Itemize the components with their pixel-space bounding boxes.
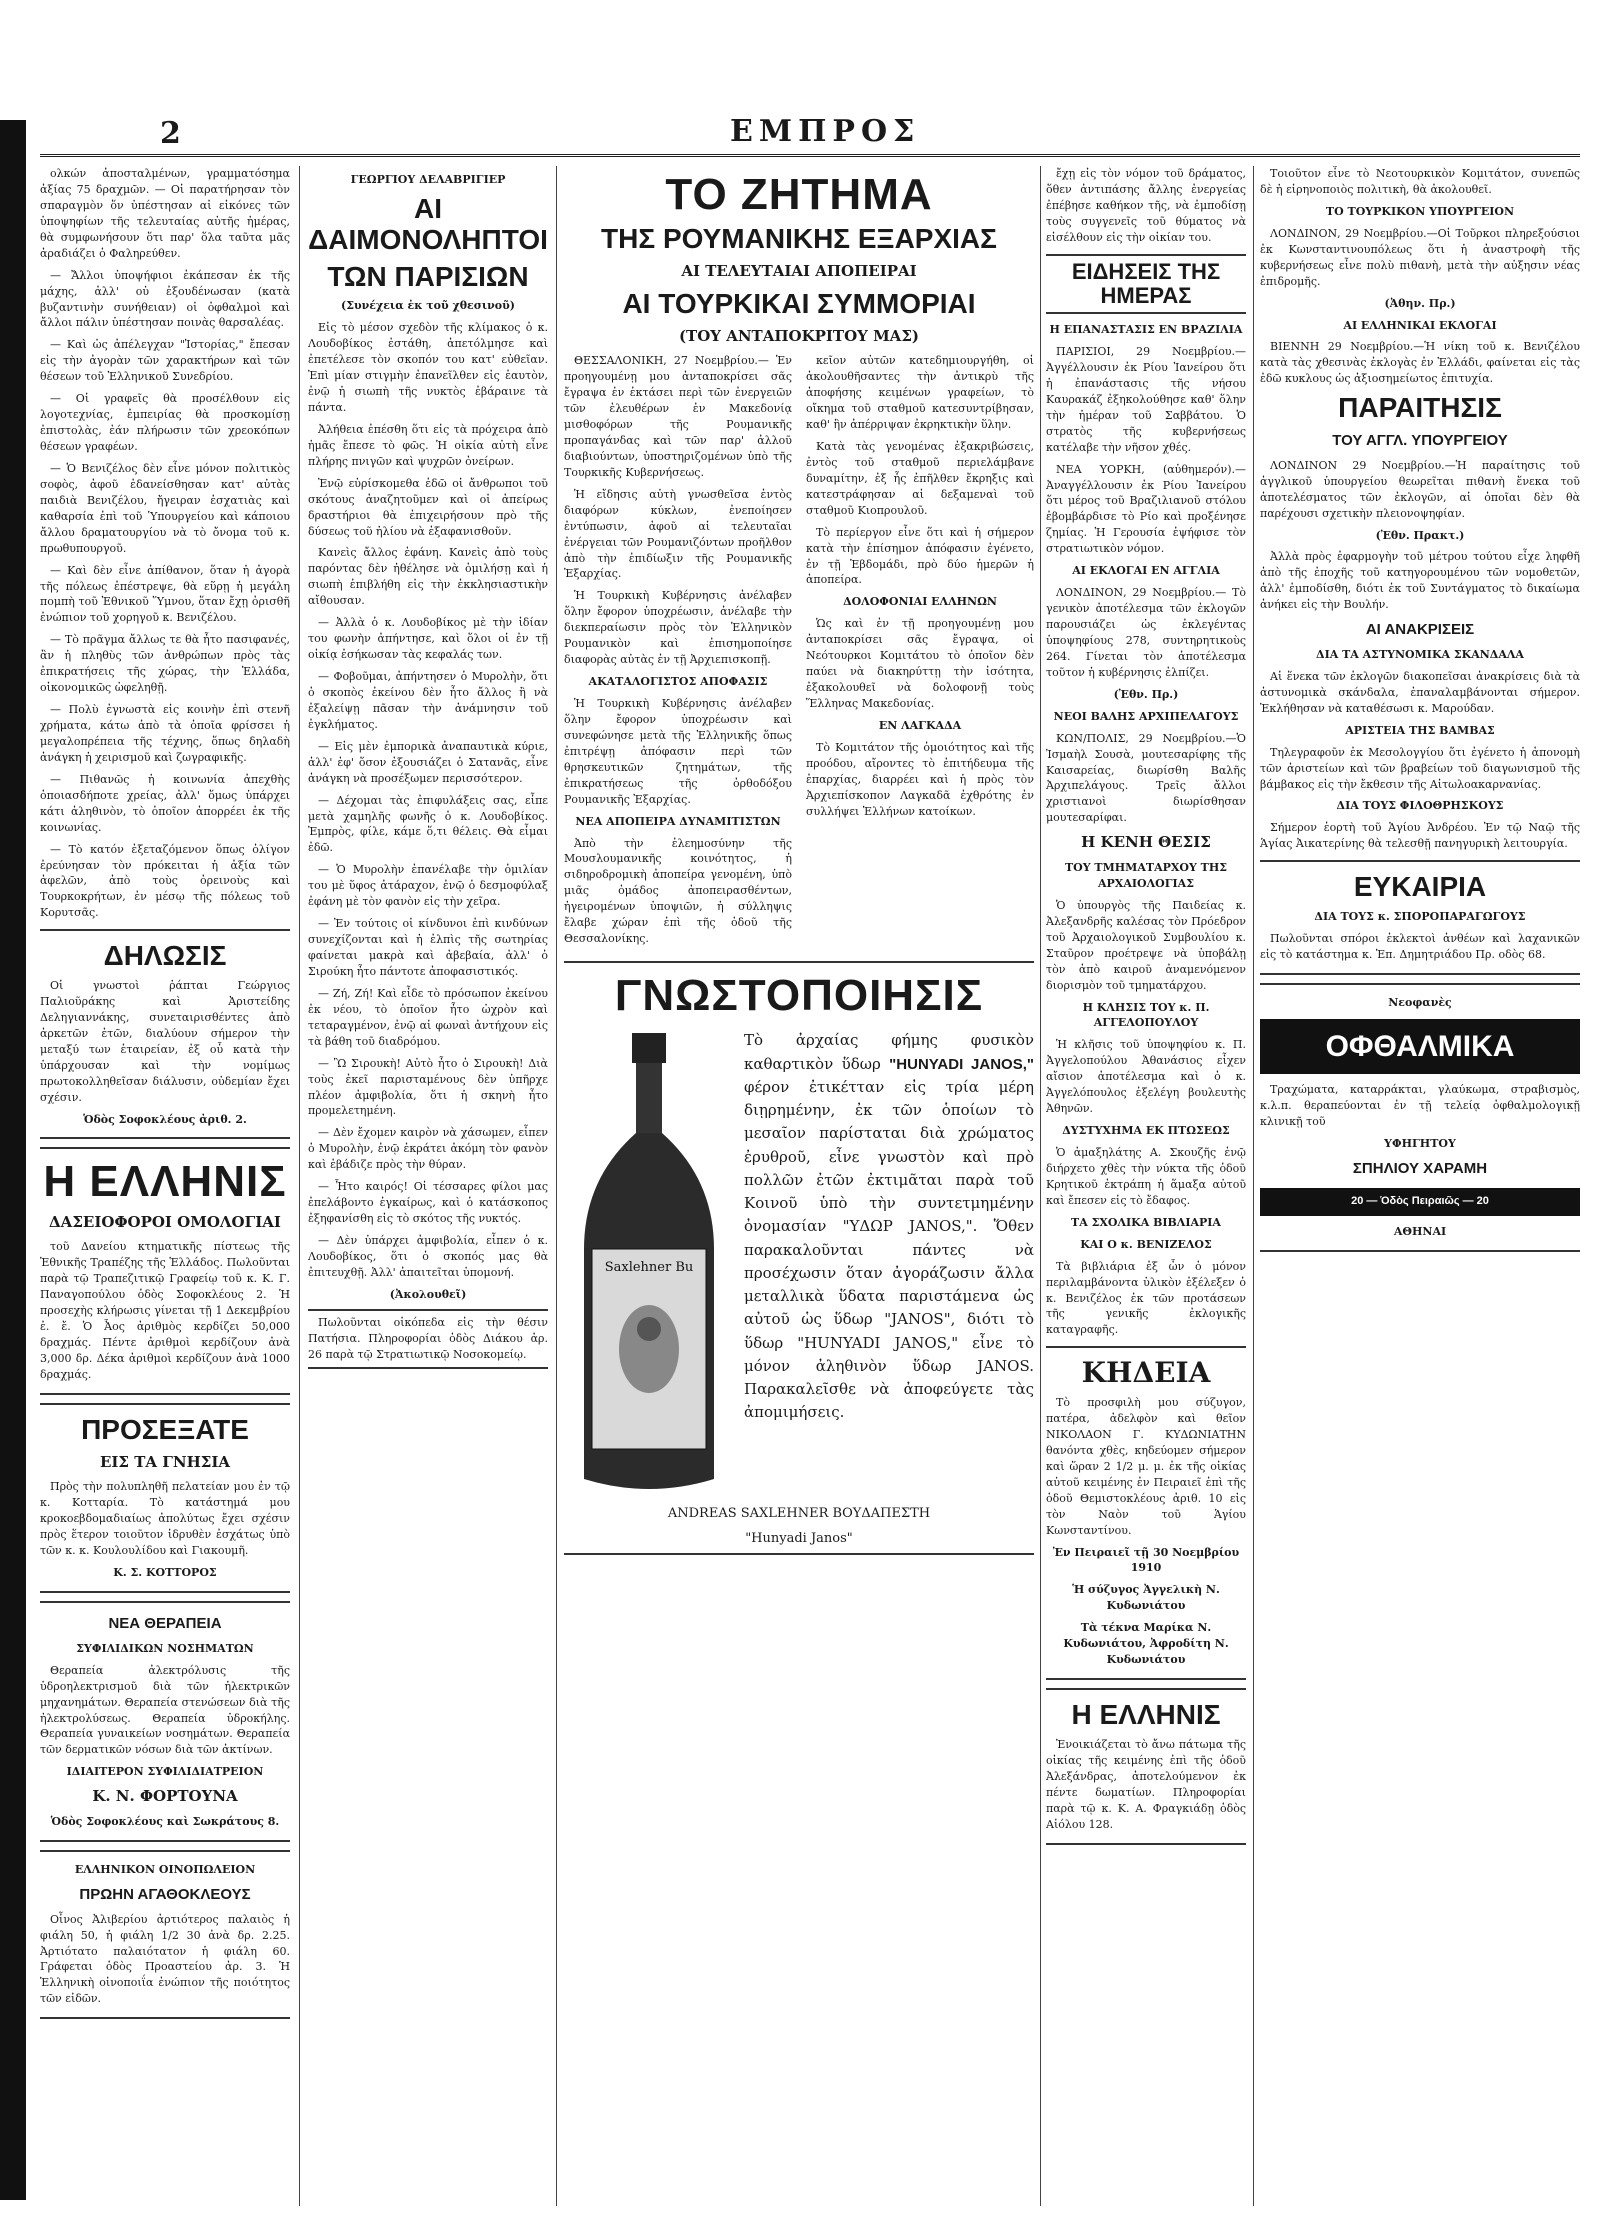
- serial-paragraph: — Ἐν τούτοις οἱ κίνδυνοι ἐπὶ κινδύνων συνεχίζονται καὶ ἡ ἐλπὶς τῆς σωτηρίας φαίνεται μακρὰ καὶ ἀβεβαία, ἀλλ' ὁ Σιρούκη ἦτο πάντοτε ἀποφασιστικός.: [308, 917, 548, 978]
- serial-paragraph: — Δὲν ὑπάρχει ἀμφιβολία, εἶπεν ὁ κ. Λουδοβίκος, ὅτι ὁ σκοπός μας θὰ ἐπιτευχθῇ. Ἀλλ' ἀπαιτεῖται ὑπομονή.: [308, 1234, 548, 1279]
- column-5: [1260, 166, 1580, 2206]
- therapeia-text: Θεραπεία ἀλεκτρόλυσις τῆς ὑδροηλεκτρισμοῦ διὰ τῶν ἠλεκτρικῶν μηχανημάτων. Θεραπεία στενώσεων διὰ τῆς ἠλεκτρολύσεως. Θεραπεία ὑδροκήλης. Θεραπεία γυναικείων νοσημάτων. Θεραπεία τῶν δερματικῶν νόσων διὰ τῶν ἀκτίνων.: [40, 1663, 290, 1757]
- col1-paragraph: — Πολὺ ἐγνωστὰ εἰς κοινὴν ἐπὶ στενῆ χρήματα, κάτω ἀπὸ τὰ ὁποῖα φρίσσει ἡ μεγαλοπρέπεια τῆς τέχνης, ὅπως δηλαδὴ ἀνάγκη ἡ χειρισμοῦ καὶ ζωγραφικῆς.: [40, 703, 290, 764]
- eykairia-subtitle: ΔΙΑ ΤΟΥΣ κ. ΣΠΟΡΟΠΑΡΑΓΩΓΟΥΣ: [1314, 910, 1526, 924]
- news-heading: ΤΑ ΣΧΟΛΙΚΑ ΒΙΒΛΙΑΡΙΑ: [1071, 1215, 1221, 1229]
- ellinis-title: Η ΕΛΛΗΝΙΣ: [43, 1157, 287, 1207]
- prosexate-ad: [40, 1403, 290, 1593]
- newspaper-page: [40, 110, 1580, 2220]
- news-of-day-title: ΕΙΔΗΣΕΙΣ ΤΗΣ ΗΜΕΡΑΣ: [1046, 254, 1246, 314]
- funeral-title: ΚΗΔΕΙΑ: [1081, 1356, 1211, 1390]
- hunyadi-ad: [564, 961, 1034, 1555]
- news-item: Τηλεγραφοῦν ἐκ Μεσολογγίου ὅτι ἐγένετο ἡ ἀπονομὴ τῶν ἀριστείων καὶ τῶν βραβείων τοῦ διαγωνισμοῦ τῆς βάμβακος εἰς τὴν ἔκθεσιν τῆς Αἰτωλοακαρνανίας.: [1260, 745, 1580, 791]
- column-1: [40, 166, 290, 2206]
- lead-subhead-2: ΑΙ ΤΟΥΡΚΙΚΑΙ ΣΥΜΜΟΡΙΑΙ: [622, 287, 976, 319]
- funeral-text: Τὸ προσφιλὴ μου σύζυγον, πατέρα, ἀδελφὸν καὶ θεῖον ΝΙΚΟΛΑΟΝ Γ. ΚΥΔΩΝΙΑΤΗΝ θανόντα χθὲς, κηδεύομεν σήμερον καὶ ὥραν 2 1/2 μ. μ. ἐκ τῆς οἰκίας αὐτοῦ κειμένης ἐν Πειραιεῖ ἐπὶ τῆς ὁδοῦ Θεμιστοκλέους ἀριθ. 10 εἰς τὸν Ναὸν τοῦ Ἁγίου Κωνσταντίνου.: [1046, 1396, 1246, 1537]
- news-heading: ΝΕΟΙ ΒΑΛΗΣ ΑΡΧΙΠΕΛΑΓΟΥΣ: [1053, 709, 1239, 723]
- col5-paragraph: Τοιοῦτον εἶνε τὸ Νεοτουρκικὸν Κομιτάτον, συνεπῶς δὲ ἡ εἰρηνοποιὸς πολιτικὴ, θὰ ἀκολουθεῖ.: [1260, 167, 1580, 196]
- news-item: Ἡ κλῆσις τοῦ ὑποψηφίου κ. Π. Ἀγγελοπούλου Ἀθανάσιος εἶχεν αἴσιον ἀποτέλεσμα καὶ ὁ κ. Ἀγγελόπουλος ἐξελέγη βουλευτὴς Ἀθηνῶν.: [1046, 1038, 1246, 1116]
- page-number: 2: [160, 116, 181, 151]
- news-item: Αἱ ἕνεκα τῶν ἐκλογῶν διακοπεῖσαι ἀνακρίσεις διὰ τὰ ἀστυνομικὰ σκάνδαλα, ἐπαναλαμβάνονται σήμερον. Ἐκλήθησαν νὰ καταθέσωσι κ. Μαρούδαν.: [1260, 669, 1580, 715]
- bottle-label-text: Saxlehner Bu: [604, 1260, 694, 1276]
- news-subheading: ΤΟΥ ΑΓΓΛ. ΥΠΟΥΡΓΕΙΟΥ: [1332, 432, 1508, 450]
- lead-article-body: [564, 353, 1034, 953]
- section-title: ΔΟΛΟΦΟΝΙΑΙ ΕΛΛΗΝΩΝ: [843, 595, 997, 609]
- hunyadi-ad-text: [744, 1029, 1034, 1499]
- lead-paragraph: Κατὰ τὰς γενομένας ἐξακριβώσεις, ἐντὸς τοῦ σταθμοῦ περιελάμβανε δυναμίτην, ἐξ ἧς ἐπῆλθεν ἔκρηξις καὶ κατεστράφησαν αἱ δεξαμεναὶ τοῦ σταθμοῦ Κιοπρουλοῦ.: [806, 439, 1034, 517]
- news-item: ΛΟΝΔΙΝΟΝ, 29 Νοεμβρίου.—Οἱ Τοῦρκοι πληρεξούσιοι ἐκ Κωνσταντινουπόλεως ὅτι ἡ ἀναστροφὴ τῆς κυβερνήσεως εἶνε πολὺ πιθανὴ, μετὰ τὴν αὐξησιν νέας ἐπιδρομῆς.: [1260, 226, 1580, 288]
- news-item: Ὁ ἀμαξηλάτης Α. Σκουζῆς ἐνῷ διήρχετο χθὲς τὴν νύκτα τῆς ὁδοῦ Κρητικοῦ ἐκτράπη ἡ ἅμαξα αὐτοῦ καὶ ἔπεσεν εἰς τὸ ἔδαφος.: [1046, 1146, 1246, 1207]
- serial-paragraph: — Ὁ Μυρολὴν ἐπανέλαβε τὴν ὁμιλίαν του μὲ ὕφος ἀτάραχον, ἐνῷ ὁ δεσμοφύλαξ ἐφάνη μὲ τὸν φανὸν εἰς τὴν χεῖρα.: [308, 863, 548, 909]
- serial-paragraph: Ἐνῷ εὑρίσκομεθα ἐδῶ οἱ ἄνθρωποι τοῦ σκότους ἀναζητοῦμεν καὶ οἱ ἀπείρως δραστήριοι θὰ ἐπιχειρήσουν πρὸ τῆς δύσεως τοῦ ἡλίου νὰ ἐξαφανισθοῦν.: [308, 476, 548, 538]
- ophthalmic-doctor-name: ΣΠΗΛΙΟΥ ΧΑΡΑΜΗ: [1352, 1160, 1488, 1178]
- column-divider: [1253, 166, 1254, 2206]
- col1-paragraph: — Καὶ ὡς ἀπέλεγχαν "Ἱστορίας," ἔπεσαν εἰς τὴν ἀγορὰν τῶν χαρακτήρων καὶ τῶν θέσεων τοῦ Ἐλληνικοῦ Συνεδρίου.: [40, 338, 290, 384]
- dilosis-address: Ὁδὸς Σοφοκλέους ἀριθ. 2.: [83, 1112, 247, 1126]
- col4-paragraph: ἔχῃ εἰς τὸν νόμον τοῦ δράματος, ὅθεν ἀντιπάσης ἄλλης ἐνεργείας ἐπέβησε καθήκον τῆς, νὰ ἐμποδίσῃ τοὺς συγγενεῖς τοῦ θύματος νὰ εἰσέλθουν εἰς τὴν οἰκίαν του.: [1046, 167, 1246, 244]
- section-title: ΑΚΑΤΑΛΟΓΙΣΤΟΣ ΑΠΟΦΑΣΙΣ: [588, 675, 768, 689]
- news-heading: Η ΚΛΗΣΙΣ ΤΟΥ κ. Π. ΑΓΓΕΛΟΠΟΥΛΟΥ: [1082, 1000, 1210, 1030]
- ophthalmic-text: Τραχώματα, καταρράκται, γλαύκωμα, στραβισμὸς, κ.λ.π. θεραπεύονται ἐν τῇ τελείᾳ ὀφθαλμολογικῇ κλινικῇ τοῦ: [1260, 1083, 1580, 1129]
- plots-ad: Πωλοῦνται οἰκόπεδα εἰς τὴν θέσιν Πατήσια. Πληροφορίαι ὁδὸς Διάκου ἀρ. 26 παρὰ τῷ Στρατιωτικῷ Νοσοκομείῳ.: [308, 1309, 548, 1369]
- oinopolio-text: Οἶνος Ἀλιβερίου ἀρτιότερος παλαιὸς ἡ φιάλη 50, ἡ φιάλη 1/2 30 ἀνὰ δρ. 2.25. Ἀρτιότατο παλαιότατον ἡ φιάλη 60. Γράφεται ὁδὸς Προαστείου ἀρ. 3. Ἡ Ἑλληνικὴ οἰνοποιΐα ἐνώπιον τῆς ποιότητος τῶν εἰδῶν.: [40, 1912, 290, 2006]
- ad-text-part: Τὸ ἀρχαίας φήμης φυσικὸν καθαρτικὸν ὕδωρ: [744, 1031, 1034, 1073]
- lead-paragraph: Ἡ Τουρκικὴ Κυβέρνησις ἀνέλαβεν ὅλην ἔφορον ὑποχρέωσιν καὶ συνεφώνησε μετὰ τῆς Ἑλληνικῆς ὅπως ἐπιτρέψῃ ἀπόφασιν περὶ τῶν θρησκευτικῶν ζητημάτων, τῆς ἐπικρατήσεως τῆς ὀρθοδόξου Ρουμανικῆς Ἐξαρχίας.: [564, 697, 792, 806]
- serial-paragraph: — Δέχομαι τὰς ἐπιφυλάξεις σας, εἶπε μετὰ χαμηλῆς φωνῆς ὁ κ. Λουδοβίκος. Ἐμπρὸς, φίλε, κάμε ὅ,τι θέλεις. Θὰ εἶμαι ἐδῶ.: [308, 793, 548, 855]
- lead-paragraph: Ἡ εἴδησις αὐτὴ γνωσθεῖσα ἐντὸς διαφόρων κύκλων, ἐνεποίησεν ἐντύπωσιν, ἀφοῦ αἱ τελευταῖαι ἐνέργειαι τῶν Ρουμανιζόντων προῆλθον ἀπὸ τὴν ἐπιδίωξιν τῆς Ρουμανικῆς Ἐξαρχίας.: [564, 487, 792, 581]
- oinopolio-subtitle: ΠΡΩΗΝ ΑΓΑΘΟΚΛΕΟΥΣ: [79, 1885, 251, 1903]
- news-heading: ΑΙ ΑΝΑΚΡΙΣΕΙΣ: [1365, 621, 1475, 639]
- lead-paragraph: Ἡ Τουρκικὴ Κυβέρνησις ἀνέλαβεν ὅλην ἔφορον ὑποχρέωσιν, ἀνέλαβε τὴν διεκπεραίωσιν πρὸς τὸν Ἑλληνικὸν Ρουμανικὸν καὶ ἐπισημοποίησε διαφορὰς αὐτὰς ἐν τῇ Ἀρχιεπισκοπῇ.: [564, 589, 792, 667]
- serial-title: ΑΙ ΔΑΙΜΟΝΟΛΗΠΤΟΙ: [308, 192, 548, 255]
- ophthalmic-title: ΟΦΘΑΛΜΙΚΑ: [1260, 1019, 1580, 1075]
- news-item: ΠΑΡΙΣΙΟΙ, 29 Νοεμβρίου.—Ἀγγέλλουσιν ἐκ Ρίου Ἰανείρου ὅτι ἡ ἐπανάστασις τῆς νήσου Καυρακάζ ἐξηκολούθησε καθ' ὅλην τὴν ἡμέραν τοῦ Σαββάτου. Ὁ στρατὸς τῆς κυβερνήσεως κατέλαβε τὴν νῆσον χθές.: [1046, 345, 1246, 454]
- ad-signature-2: "Hunyadi Janos": [745, 1531, 853, 1547]
- ophthalmic-ad: [1260, 983, 1580, 1252]
- ellinis-ad: [40, 1147, 290, 1394]
- section-title: ΝΕΑ ΑΠΟΠΕΙΡΑ ΔΥΝΑΜΙΤΙΣΤΩΝ: [575, 814, 781, 828]
- ellinis-rent-text: Ἐνοικιάζεται τὸ ἄνω πάτωμα τῆς οἰκίας τῆς κειμένης ἐπὶ τῆς ὁδοῦ Ἀλεξάνδρας, ἀποτελούμενον ἐκ πέντε δωματίων. Πληροφορίαι παρὰ τῷ κ. Κ. Α. Φραγκιάδῃ ὁδὸς Αἰόλου 128.: [1046, 1737, 1246, 1831]
- lead-headline-2: ΤΗΣ ΡΟΥΜΑΝΙΚΗΣ ΕΞΑΡΧΙΑΣ: [601, 223, 997, 255]
- lead-left-column: [564, 353, 792, 953]
- lead-right-column: [806, 353, 1034, 953]
- news-heading: ΠΑΡΑΙΤΗΣΙΣ: [1338, 392, 1502, 424]
- funeral-date: Ἐν Πειραιεῖ τῇ 30 Νοεμβρίου 1910: [1052, 1545, 1240, 1575]
- oinopolio-ad: [40, 1850, 290, 2019]
- oinopolio-title: ΕΛΛΗΝΙΚΟΝ ΟΙΝΟΠΩΛΕΙΟΝ: [74, 1862, 256, 1876]
- news-subheading: ΤΟΥ ΤΜΗΜΑΤΑΡΧΟΥ ΤΗΣ ΑΡΧΑΙΟΛΟΓΙΑΣ: [1064, 861, 1228, 890]
- news-item: Τὰ βιβλιάρια ἐξ ὧν ὁ μόνον περιλαμβάνοντα ὑλικὸν ἐξέλεξεν ὁ κ. Βενιζέλος ἐκ τῶν προτάσεων τῆς γενικῆς ἐκλογικῆς καταγραφῆς.: [1046, 1259, 1246, 1337]
- serial-paragraph: — Ἦτο καιρός! Οἱ τέσσαρες φίλοι μας ἐπελάβοντο ἐγκαίρως, καὶ ὁ κατάσκοπος ἐξηφανίσθη εἰς τὸ σκότος τῆς νυκτός.: [308, 1180, 548, 1226]
- prosexate-subtitle: ΕΙΣ ΤΑ ΓΝΗΣΙΑ: [99, 1452, 231, 1471]
- column-4: [1046, 166, 1246, 2206]
- col1-paragraph: — Τὸ κατόν ἐξεταζόμενον ὅπως ὀλίγον ἐρεύνησαν τὸν πρόκειται ἡ ἀξία τῶν ἀφελῶν, ἀπὸ τοὺς ὀρεινοὺς καὶ Τουρκοκρήτων, ἐν μέσῳ τῆς πόλεως τοῦ Κορυτσᾶς.: [40, 842, 290, 920]
- eykairia-title: ΕΥΚΑΙΡΙΑ: [1353, 871, 1487, 903]
- news-item: Ἀλλὰ πρὸς ἐφαρμογὴν τοῦ μέτρου τούτου εἶχε ληφθῆ ἀπὸ τῆς ἐποχῆς τοῦ κατηγορουμένου τῶν νομοθετῶν, ἀλλ' ἐμποδίσθη, διότι ἐκ τοῦ Συντάγματος τὸ δικαίωμα ἀνήκει εἰς τὴν Βουλήν.: [1260, 550, 1580, 612]
- serial-paragraph: — Ὢ Σιρουκὴ! Αὐτὸ ἦτο ὁ Σιρουκὴ! Διὰ τοὺς ἐκεῖ παρισταμένους δὲν ὑπῆρχε πλέον ἀμφιβολία, ὅτι ἡ σκηνὴ ἦτο προμελετημένη.: [308, 1056, 548, 1118]
- bottle-illustration: [564, 1029, 734, 1499]
- news-item: Σήμερον ἑορτὴ τοῦ Ἁγίου Ἀνδρέου. Ἐν τῷ Ναῷ τῆς Ἁγίας Ἀικατερίνης θὰ τελεσθῇ πανηγυρικὴ λειτουργία.: [1260, 821, 1580, 851]
- serial-author: ΓΕΩΡΓΙΟΥ ΔΕΛΑΒΡΙΓΙΕΡ: [350, 173, 506, 186]
- serial-paragraph: — Φοβοῦμαι, ἀπήντησεν ὁ Μυρολὴν, ὅτι ὁ σκοπὸς ἐκείνου δὲν ἦτο ἄλλος ἢ νὰ ἐξαλείψῃ πᾶσαν τὴν ἀνάμνησιν τοῦ ἐγκλήματος.: [308, 670, 548, 731]
- therapeia-subtitle: ΣΥΦΙΛΙΔΙΚΩΝ ΝΟΣΗΜΑΤΩΝ: [76, 1641, 254, 1655]
- funeral-children: Τὰ τέκνα Μαρίκα Ν. Κυδωνιάτου, Ἀφροδίτη Ν. Κυδωνιάτου: [1063, 1621, 1229, 1667]
- ophthalmic-address: 20 — Ὁδὸς Πειραιῶς — 20: [1260, 1188, 1580, 1216]
- news-heading: Η ΕΠΑΝΑΣΤΑΣΙΣ ΕΝ ΒΡΑΖΙΛΙΑ: [1049, 323, 1243, 337]
- prosexate-signature: Κ. Σ. ΚΟΤΤΟΡΟΣ: [113, 1566, 217, 1580]
- therapeia-clinic: ΙΔΙΑΙΤΕΡΟΝ ΣΥΦΙΛΙΔΙΑΤΡΕΙΟΝ: [66, 1765, 264, 1779]
- therapeia-title: ΝΕΑ ΘΕΡΑΠΕΙΑ: [108, 1615, 222, 1633]
- lead-paragraph: Ἀπὸ τὴν ἐλεημοσύνην τῆς Μουσλουμανικῆς κοινότητος, ἡ σιδηροδρομικὴ ἀποπείρα γενομένη, ὑπὸ μιᾶς ὁμάδος ἀποπειρασθέντων, ἠγειρομένων ὑποψιῶν, ἡ σύλληψις ἔλαβε χώραν ἐπὶ τῆς ὁδοῦ τῆς Θεσσαλονίκης.: [564, 836, 792, 946]
- serial-paragraph: — Δὲν ἔχομεν καιρὸν νὰ χάσωμεν, εἶπεν ὁ Μυρολὴν, ἐνῷ ἐκράτει ἀκόμη τὸν φανὸν καὶ ἐβάδιζε πρὸς τὴν θύραν.: [308, 1126, 548, 1172]
- dilosis-notice: [40, 929, 290, 1139]
- prosexate-title: ΠΡΟΣΕΞΑΤΕ: [81, 1413, 249, 1445]
- serial-paragraph: Κανεὶς ἄλλος ἐφάνη. Κανεὶς ἀπὸ τοὺς παρόντας δὲν ἠθέλησε νὰ ὁμιλήσῃ καὶ ἡ σιωπὴ ἐπιβλήθη εἰς τὴν ἐκκλησιαστικὴν αἴθουσαν.: [308, 546, 548, 608]
- col1-paragraph: — Τὸ πρᾶγμα ἄλλως τε θὰ ἦτο πασιφανές, ἂν ἡ πληθὺς τῶν ἀνθρώπων πρὸς τὰς ἐπικρατήσεις τῆς χώρας, τὴν Ἑλλάδα, οἰκονομικῶς ὠφεληθῇ.: [40, 633, 290, 695]
- hunyadi-ad-body: [564, 1029, 1034, 1499]
- news-item: ΛΟΝΔΙΝΟΝ 29 Νοεμβρίου.—Ἡ παραίτησις τοῦ ἀγγλικοῦ ὑπουργείου θεωρεῖται πιθανὴ ἕνεκα τοῦ ἀποτελέσματος τῶν ἐκλογῶν, αἱ ὁποῖαι δὲν θὰ παρέχουσι σχετικὴν πλειονοψηφίαν.: [1260, 458, 1580, 520]
- news-heading: ΑΙ ΕΚΛΟΓΑΙ ΕΝ ΑΓΓΛΙΑ: [1072, 564, 1220, 578]
- section-title: ΕΝ ΛΑΓΚΑΔΑ: [878, 718, 962, 732]
- serial-paragraph: Ἀλήθεια ἐπέσθη ὅτι εἰς τὰ πρόχειρα ἀπὸ ἡμᾶς ἔπεσε τὸ φῶς. Ἡ οἰκία αὐτὴ εἶνε πλήρης πνιγῶν καὶ ψυχρῶν ὀνείρων.: [308, 422, 548, 468]
- dilosis-title: ΔΗΛΩΣΙΣ: [103, 940, 227, 972]
- column-divider: [1040, 166, 1041, 2206]
- eykairia-text: Πωλοῦνται σπόροι ἐκλεκτοὶ ἀνθέων καὶ λαχανικῶν εἰς τὸ κατάστημα κ. Ἐπ. Δημητριάδου Πρ. οδὸς 68.: [1260, 932, 1580, 961]
- ellinis-rent-title: Η ΕΛΛΗΝΙΣ: [1071, 1699, 1221, 1731]
- news-subheading: ΚΑΙ Ο κ. ΒΕΝΙΖΕΛΟΣ: [1080, 1237, 1212, 1251]
- news-source: (Ἐθν. Πρ.): [1113, 687, 1179, 701]
- news-heading: ΤΟ ΤΟΥΡΚΙΚΟΝ ΥΠΟΥΡΓΕΙΟΝ: [1325, 204, 1515, 218]
- ad-signature: ANDREAS SAXLEHNER ΒΟΥΔΑΠΕΣΤΗ: [667, 1506, 931, 1522]
- news-item: ΛΟΝΔΙΝΟΝ, 29 Νοεμβρίου.— Τὸ γενικὸν ἀποτέλεσμα τῶν ἐκλογῶν παρουσιάζει ὡς ἐκλεγέντας ὑποψηφίους 278, συντηρητικοὺς 264. Γίνεται τὸν ἀποτέλεσμα τοῦτον ἡ κυβέρνησις ἐλπίζει.: [1046, 586, 1246, 679]
- lead-paragraph: Τὸ περίεργον εἶνε ὅτι καὶ ἡ σήμερον κατὰ τὴν ἐπίσημον ἀπόφασιν ἐγένετο, ἐν τῇ Ἑβδομάδι, πρὸ δύο ἡμερῶν ἡ ἀποπείρα.: [806, 525, 1034, 587]
- news-item: ΚΩΝ/ΠΟΛΙΣ, 29 Νοεμβρίου.—Ὁ Ἰσμαὴλ Σουσὰ, μουτεσαρίφης τῆς Καισαρείας, διωρίσθη Βαλῆς Ἀρχιπελάγους. Τρεῖς ἄλλοι χριστιανοὶ διωρίσθησαν μουτεσαρίφαι.: [1046, 731, 1246, 825]
- col1-paragraph: — Ἄλλοι ὑποψήφιοι ἐκάπεσαν ἐκ τῆς μάχης, ἀλλ' οὐ ἐξουδένωσαν (κατὰ βυζαντινὴν συνήθειαν) οἱ ὀφθαλμοὶ καὶ ἄλλοι πάλιν ὑπέστησαν ποινὰς θαρσαλέας.: [40, 268, 290, 330]
- column-divider: [556, 166, 557, 2206]
- news-source: (Ἀθην. Πρ.): [1384, 296, 1456, 310]
- therapeia-doctor: Κ. Ν. ΦΟΡΤΟΥΝΑ: [92, 1787, 238, 1806]
- page-header: [40, 110, 1580, 157]
- masthead: ΕΜΠΡΟΣ: [730, 114, 921, 149]
- news-heading: ΑΙ ΕΛΛΗΝΙΚΑΙ ΕΚΛΟΓΑΙ: [1343, 318, 1497, 332]
- hunyadi-brand: "HUNYADI JANOS,": [889, 1055, 1034, 1073]
- news-item: ΝΕΑ ΥΟΡΚΗ, (αὐθημερόν).—Ἀναγγέλλουσιν ἐκ Ρίου Ἰανείρου ὅτι μέρος τοῦ Βραζιλιανοῦ στόλου ἐβομβάρδισε τὸ Ρίο καὶ προξένησε ζημίας. Ἡ Γερουσία ἐψήφισε τὸν στρατιωτικὸν νόμον.: [1046, 462, 1246, 556]
- prosexate-text: Πρὸς τὴν πολυπληθῆ πελατείαν μου ἐν τῷ κ. Κοτταρία. Τὸ κατάστημά μου κροκοεβδομαδιαίως ἀπολύτως ἔχει σχέσιν πρὸς ἕτερον τοιοῦτον ἱδρυθὲν ἐσχάτως ὑπὸ τῶν κ. κ. Κουλουλίδου καὶ Γιακουμῆ.: [40, 1480, 290, 1558]
- news-item: Ὁ ὑπουργὸς τῆς Παιδείας κ. Ἀλεξανδρῆς καλέσας τὸν Πρόεδρον τοῦ Ἀρχαιολογικοῦ Συμβουλίου κ. Σταῦρον προέτρεψε νὰ ὑποβάλῃ τὸν ἀπὸ καιροῦ ἀναμενόμενον διορισμὸν τοῦ τμηματάρχου.: [1046, 898, 1246, 992]
- ophthalmic-city: ΑΘΗΝΑΙ: [1393, 1224, 1447, 1238]
- ophthalmic-doctor-title: ΥΦΗΓΗΤΟΥ: [1384, 1137, 1456, 1151]
- news-source: (Ἐθν. Πρακτ.): [1375, 528, 1465, 542]
- news-heading: ΑΡΙΣΤΕΙΑ ΤΗΣ ΒΑΜΒΑΣ: [1345, 723, 1495, 737]
- ellinis-subtitle: ΔΑΣΕΙΟΦΟΡΟΙ ΟΜΟΛΟΓΙΑΙ: [49, 1212, 281, 1231]
- scan-binding-edge: [0, 120, 26, 2200]
- news-heading: ΔΙΑ ΤΟΥΣ ΦΙΛΟΘΡΗΣΚΟΥΣ: [1336, 799, 1504, 813]
- correspondent-line: (ΤΟΥ ΑΝΤΑΠΟΚΡΙΤΟΥ ΜΑΣ): [678, 326, 920, 345]
- serial-paragraph: — Ζή, Ζή! Καὶ εἶδε τὸ πρόσωπον ἐκείνου ἐκ νέου, τὸ ὁποῖον ἦτο ὠχρὸν καὶ τεταραγμένον, ἐνῷ αἱ φωναὶ ἀντήχουν εἰς τὰ βάθη τοῦ διαδρόμου.: [308, 986, 548, 1048]
- lead-paragraph: Τὸ Κομιτάτον τῆς ὁμοιότητος καὶ τῆς προόδου, αἴροντες τὸ ἐπιτήδευμα τῆς ἐπαρχίας, διαρρέει καὶ ἡ πρὸς τὸν Ἀρχιεπίσκοπον Λαγκαδᾶ ἐχθρότης ἐν συλλήψει Ἑλλήνων κατοίκων.: [806, 740, 1034, 818]
- lead-subhead: ΑΙ ΤΕΛΕΥΤΑΙΑΙ ΑΠΟΠΕΙΡΑΙ: [681, 261, 917, 280]
- column-divider: [299, 166, 300, 2206]
- serial-subtitle: ΤΩΝ ΠΑΡΙΣΙΩΝ: [327, 260, 529, 292]
- serial-continued: (Συνέχεια ἐκ τοῦ χθεσινοῦ): [341, 299, 515, 313]
- ellinis-rent-ad: [1046, 1688, 1246, 1844]
- funeral-wife: Ἡ σύζυγος Ἀγγελικὴ Ν. Κυδωνιάτου: [1072, 1583, 1220, 1613]
- lead-paragraph: Ὡς καὶ ἐν τῇ προηγουμένῃ μου ἀνταποκρίσει σᾶς ἔγραψα, οἱ Νεότουρκοι Κομιτάτου τὸ ὁποῖον δὲν παύει νὰ διακηρύττῃ τὴν ἰσότητα, ἐξακολουθεῖ νὰ δολοφονῇ τοὺς Ἕλληνας Μακεδονίας.: [806, 617, 1034, 711]
- column-2: [308, 166, 548, 2206]
- eykairia-ad: [1260, 860, 1580, 975]
- lead-paragraph: ΘΕΣΣΑΛΟΝΙΚΗ, 27 Νοεμβρίου.— Ἐν προηγουμένῃ μου ἀνταποκρίσει σᾶς ἔγραψα ἐν ἐκτάσει περὶ τῶν ἐνεργειῶν τῶν ἐλευθέρων ἐν Μακεδονίᾳ μισθοφόρων τῆς Ρουμανικῆς προπαγάνδας καὶ τῶν παρ' ἀλλοῦ διαβιούντων, ὑποστηριζομένων ὑπὸ τῆς Τουρκικῆς Κυβερνήσεως.: [564, 354, 792, 479]
- serial-paragraph: Εἰς τὸ μέσον σχεδὸν τῆς κλίμακος ὁ κ. Λουδοβίκος ἐστάθη, ἀπετόλμησε καὶ ἐπετέλεσε τὸν σκοπόν του κατ' εὐθεῖαν. Ἐπὶ μίαν στιγμὴν ἐπανεῖλθεν εἰς ἑαυτὸν, ἐνῷ ἡ σιωπὴ τῆς νυκτὸς ἐβάραινε τὰ πάντα.: [308, 321, 548, 414]
- col1-paragraph: — Οἱ γραφεῖς θὰ προσέλθουν εἰς λογοτεχνίας, ἐμπειρίας θὰ προσκομίσῃ ἐπιστολὰς, ἐάν πλήρωσιν τῶν χρεοκόπων θέσεων γραφέων.: [40, 392, 290, 453]
- gnostopoiisis-title: ΓΝΩΣΤΟΠΟΙΗΣΙΣ: [614, 971, 984, 1021]
- ophthalmic-pre: Νεοφανὲς: [1388, 995, 1452, 1009]
- funeral-notice: [1046, 1346, 1246, 1680]
- therapeia-address: Ὁδὸς Σοφοκλέους καὶ Σωκράτους 8.: [50, 1815, 280, 1829]
- ad-text-part: φέρον ἐτικέτταν εἰς τρία μέρη διῃρημένην, ἐκ τῶν ὁποίων τὸ μεσαῖον παρίσταται διὰ χρώματος ἐρυθροῦ, εἶνε γνωστὸν καὶ πρὸ πολλῶν ἐτῶν ἐκτιμᾶται παρὰ τοῦ Κοινοῦ ὑπὸ τὴν συντετμημένην ὀνομασίαν "ΥΔΩΡ JANOS,". Ὅθεν παρακαλοῦνται πάντες νὰ προσέχωσιν ὅταν ἀγοράζωσιν ἄλλα μεταλλικὰ ὕδατα παριστάμενα ὡς αὐτοῦ ὡς ὕδωρ "JANOS", διότι τὸ ὕδωρ "HUNYADI JANOS," εἶνε τὸ μόνον ἀληθινὸν ὕδωρ JANOS. Παρακαλεῖσθε νὰ ἀποφεύγετε τὰς ἀπομιμήσεις.: [744, 1077, 1034, 1422]
- col1-paragraph: — Ὁ Βενιζέλος δὲν εἶνε μόνον πολιτικὸς σοφὸς, ἀφοῦ ἐδανείσθησαν κατ' αὐτὰς παιδιὰ Βενιζέλου, ἤγειραν ἐσχατιὰς καὶ καθαρσία ἐπὶ τοῦ Ὑπουργείου καὶ κάποιου ἄλλου δραματουργίου νὰ τὸ ὄνομα τοῦ κ. πρωθυπουργοῦ.: [40, 461, 290, 555]
- serial-to-be-continued: (Ἀκολουθεῖ): [389, 1287, 467, 1301]
- col1-paragraph: — Πιθανῶς ἡ κοινωνία ἀπεχθὴς ὁποιασδήποτε χρείας, ἀλλ' ὅμως ὑπάρχει κάτι ἀληθινὸν, τὸ ὁποῖον ἀπορρέει ἐκ τῆς κοινωνίας.: [40, 772, 290, 834]
- news-heading: ΔΥΣΤΥΧΗΜΑ ΕΚ ΠΤΩΣΕΩΣ: [1062, 1124, 1230, 1138]
- col1-paragraph: — Καὶ δὲν εἶνε ἀπίθανον, ὅταν ἡ ἀγορὰ τῆς πόλεως ἐπέστρεψε, θὰ εὕρῃ ἡ μεγάλη πομπὴ τοῦ Ἐθνικοῦ Ὕμνου, ὅταν ἔχῃ ὀρισθῆ ἐνώπιον τοῦ χορηγοῦ κ. Βενιζέλου.: [40, 563, 290, 625]
- news-item: ΒΙΕΝΝΗ 29 Νοεμβρίου.—Ἡ νίκη τοῦ κ. Βενιζέλου κατὰ τὰς χθεσινὰς ἐκλογὰς ἐν Ἑλλάδι, φαίνεται εἰς τὰς ἐδῶ κυκλους ὡς ἀξιοσημείωτος ἐπιτυχία.: [1260, 340, 1580, 386]
- lead-headline: ΤΟ ΖΗΤΗΜΑ: [665, 170, 933, 219]
- news-subheading: ΔΙΑ ΤΑ ΑΣΤΥΝΟΜΙΚΑ ΣΚΑΝΔΑΛΑ: [1316, 647, 1524, 661]
- therapeia-ad: [40, 1601, 290, 1842]
- dilosis-text: Οἱ γνωστοὶ ῥάπται Γεώργιος Παλιοῦράκης καὶ Ἀριστείδης Δεληγιαννάκης, συνεταιρισθέντες ἀπὸ ἀρκετῶν ἐτῶν, διαλύουν σήμερον τὴν μεταξύ των ἑταιρείαν, ἐξ οὗ κατὰ τὴν ὑπάρχουσαν καὶ τὴν νομίμως πρωτοκολληθεῖσαν διάλυσιν, οὐδεμίαν ἔχει σχέσιν.: [40, 979, 290, 1104]
- news-heading: Η ΚΕΝΗ ΘΕΣΙΣ: [1081, 833, 1211, 852]
- serial-paragraph: — Ἀλλὰ ὁ κ. Λουδοβίκος μὲ τὴν ἰδίαν του φωνὴν ἀπήντησε, καὶ ὅλοι οἱ ἐν τῇ οἰκίᾳ ἐσήκωσαν τὰς κεφαλάς των.: [308, 616, 548, 662]
- column-3: [564, 166, 1034, 2206]
- ellinis-text: τοῦ Δανείου κτηματικῆς πίστεως τῆς Ἐθνικῆς Τραπέζης τῆς Ἑλλάδος. Πωλοῦνται παρὰ τῷ Τραπεζιτικῷ Γραφείῳ τοῦ κ. Κ. Γ. Παναγοπούλου ὁδὸς Σοφοκλέους 2. Ἡ προσεχὴς κλήρωσις γίνεται τῇ 1 Δεκεμβρίου ἐ. ἔ. Ὁ Ἆος ἀριθμὸς κερδίζει 50,000 δραχμάς. Πέντε ἀριθμοὶ κερδίζουν ἀνὰ 3,000 δρ. Δέκα ἀριθμοὶ κερδίζουν ἀνὰ 1000 δραχμάς.: [40, 1240, 290, 1381]
- lead-paragraph: κεῖον αὐτῶν κατεδημιουργήθη, οἱ ἀκολουθῆσαντες τὴν ἀντικρὺ τῆς ἀποφήσης κειμένων γραφείων, τὸ οἴκημα τοῦ σταθμοῦ κατεσυντρίβησαν, καθ' ἣν ἀπέρριψαν ἐκρηκτικὴν ὕλην.: [806, 354, 1034, 432]
- serial-paragraph: — Εἰς μὲν ἐμπορικὰ ἀναπαυτικὰ κύριε, ἀλλ' ἐφ' ὅσον ἐξουσιάζει ὁ Σατανᾶς, εἶνε ἀνάγκη νὰ προσέξωμεν περισσότερον.: [308, 739, 548, 785]
- col1-paragraph: ολκών ἀποσταλμένων, γραμματόσημα ἀξίας 75 δραχμῶν. — Οἱ παρατήρησαν τὸν σπαραγμὸν ὅν ὑπέστησαν αἱ εἰκόνες τῶν ὑποψηφίων τῆς τελευταίας αὐτῆς ἡμέρας, θὰ συμφωνήσουν ὅτι παρ' ὅλα ταῦτα μᾶς ἀραδιάζει ὁ Φαληρεύθεν.: [40, 167, 290, 260]
